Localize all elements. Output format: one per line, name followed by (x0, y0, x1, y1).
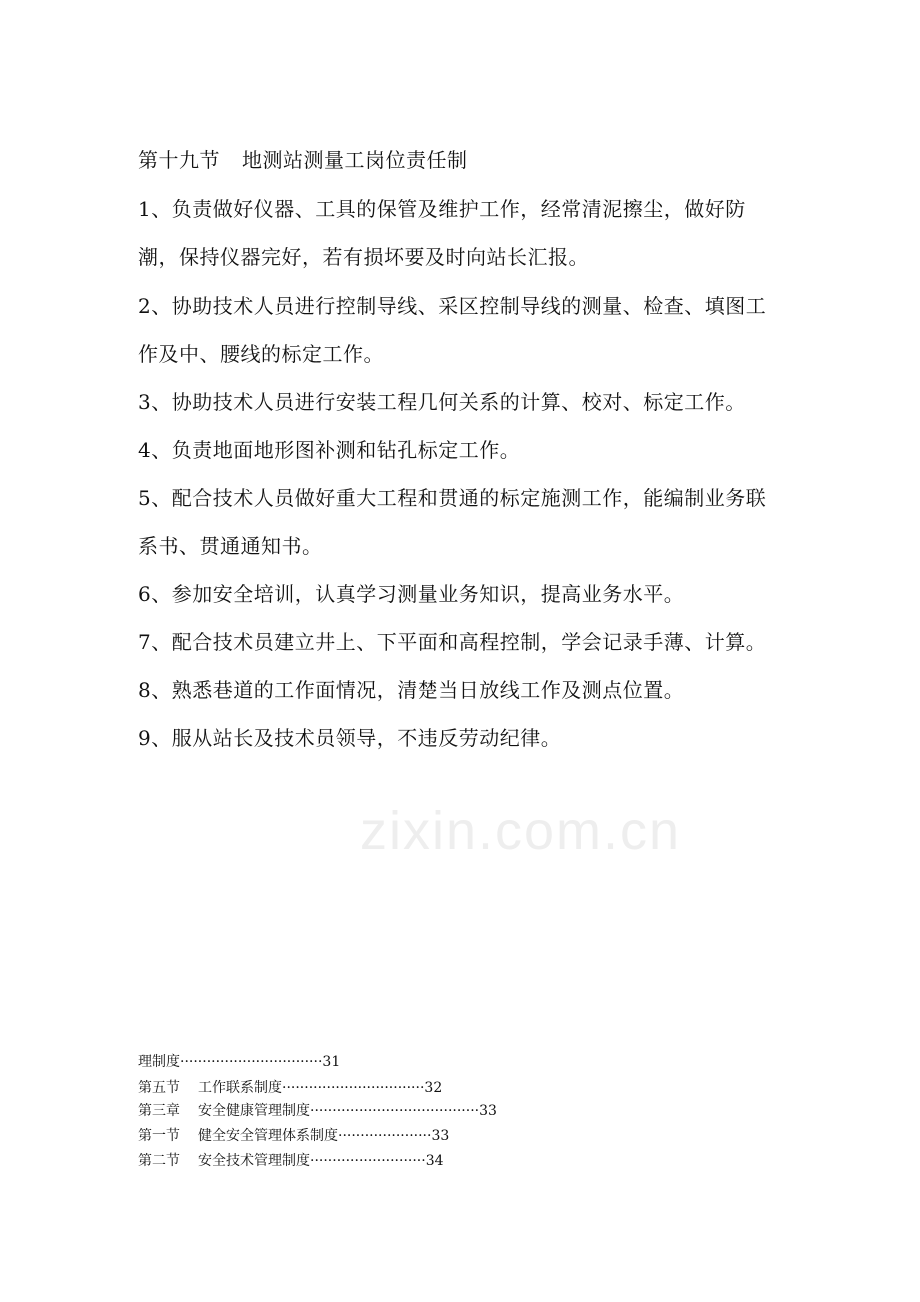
toc-entry (138, 1126, 449, 1146)
toc-prefix: 第五节 (138, 1080, 180, 1096)
paragraph-8: 8、熟悉巷道的工作面情况，清楚当日放线工作及测点位置。 (138, 678, 685, 702)
toc-prefix: 第一节 (138, 1128, 180, 1144)
toc-dots: ······································ (310, 1103, 480, 1119)
paragraph-9: 9、服从站长及技术员领导，不违反劳动纪律。 (138, 726, 562, 750)
toc-text: 工作联系制度 (198, 1080, 282, 1096)
toc-page: 33 (479, 1103, 497, 1119)
toc-page: 31 (322, 1054, 341, 1070)
toc-dots: ·························· (310, 1153, 426, 1169)
toc-dots: ································ (180, 1054, 323, 1070)
toc-prefix: 第二节 (138, 1153, 180, 1169)
toc-entry (138, 1101, 497, 1121)
paragraph-6: 6、参加安全培训，认真学习测量业务知识，提高业务水平。 (138, 582, 685, 606)
toc-text: 理制度 (138, 1054, 180, 1070)
section-title: 地测站测量工岗位责任制 (242, 148, 468, 172)
paragraph-2: 2、协助技术人员进行控制导线、采区控制导线的测量、检查、填图工作及中、腰线的标定工作。 (138, 294, 767, 366)
paragraph-4: 4、负责地面地形图补测和钻孔标定工作。 (138, 438, 521, 462)
watermark: zixin.com.cn (360, 801, 682, 861)
paragraph-7: 7、配合技术员建立井上、下平面和高程控制，学会记录手薄、计算。 (138, 630, 767, 654)
paragraph-5: 5、配合技术人员做好重大工程和贯通的标定施测工作，能编制业务联系书、贯通通知书。 (138, 486, 767, 558)
toc-text: 安全健康管理制度 (198, 1103, 310, 1119)
toc-text: 健全安全管理体系制度 (198, 1128, 338, 1144)
section-heading (138, 145, 468, 175)
toc-text: 安全技术管理制度 (198, 1153, 310, 1169)
paragraph-1: 1、负责做好仪器、工具的保管及维护工作，经常清泥擦尘，做好防潮，保持仪器完好，若有损坏要及时向站长汇报。 (138, 197, 746, 269)
toc-page: 33 (431, 1128, 450, 1144)
paragraph-3: 3、协助技术人员进行安装工程几何关系的计算、校对、标定工作。 (138, 390, 746, 414)
toc-dots: ····················· (338, 1128, 432, 1144)
toc-entry (138, 1052, 340, 1072)
toc-entry (138, 1151, 444, 1171)
toc-prefix: 第三章 (138, 1103, 180, 1119)
section-number: 第十九节 (138, 148, 220, 172)
toc-entry (138, 1078, 442, 1098)
toc-page: 34 (425, 1153, 444, 1169)
toc-page: 32 (424, 1080, 443, 1096)
toc-dots: ································ (282, 1080, 425, 1096)
